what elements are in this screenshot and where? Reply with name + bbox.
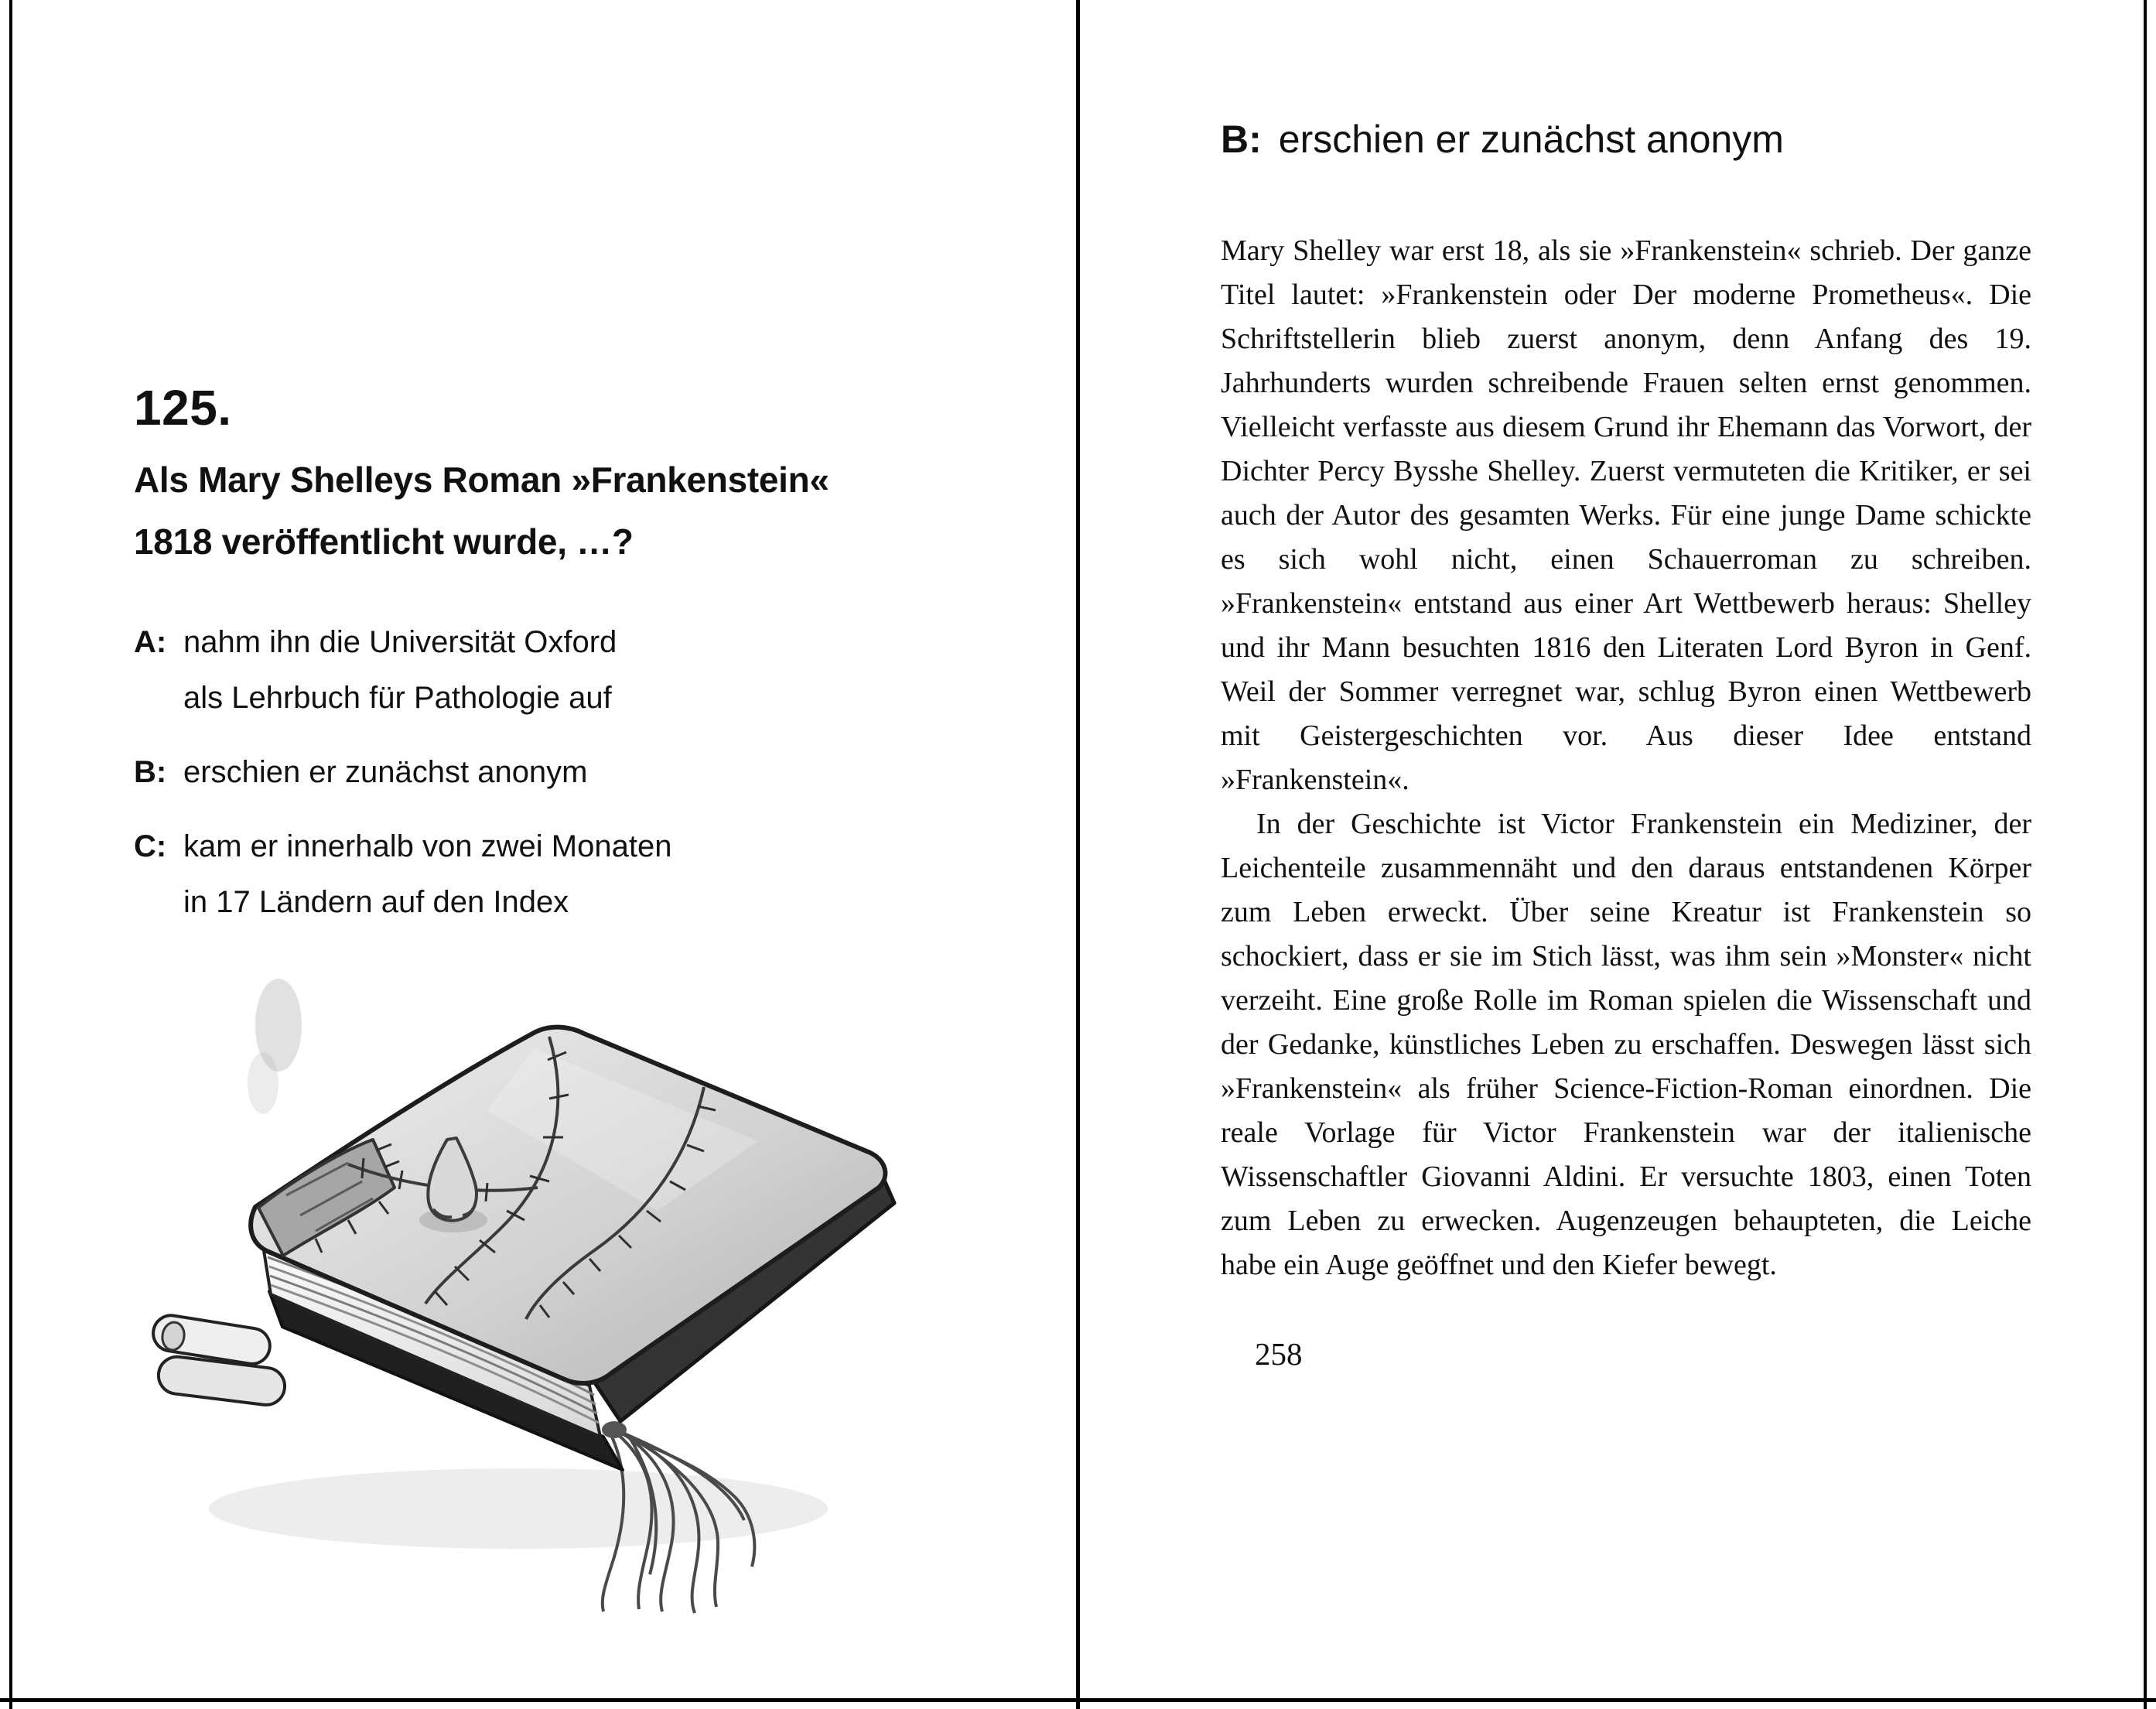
option-c-text bbox=[183, 819, 915, 930]
option-c-line-1: kam er innerhalb von zwei Monaten bbox=[183, 829, 672, 864]
option-a-line-2: als Lehrbuch für Pathologie auf bbox=[183, 681, 612, 716]
question-title-line-1: Als Mary Shelleys Roman »Frankenstein« bbox=[134, 460, 829, 501]
left-page-edge-line bbox=[9, 0, 12, 1709]
question-title-line-2: 1818 veröffentlicht wurde, …? bbox=[134, 521, 634, 562]
option-b bbox=[134, 744, 915, 800]
pencil-smudge-2 bbox=[248, 1052, 278, 1114]
option-a-label: A: bbox=[134, 625, 167, 660]
option-a-text bbox=[183, 614, 915, 726]
option-c-label: C: bbox=[134, 829, 167, 864]
answer-block bbox=[1221, 116, 2031, 1372]
answer-paragraph-2: In der Geschichte ist Victor Frankenstein ein Mediziner, der Leichenteile zusammennäht und den daraus entstandenen Körper zum Leben erweckt. Über seine Kreatur ist Frankenstein so schockiert, dass er sie im Stich lässt, was ihm sein »Monster« nicht verzeiht. Eine große Rolle im Roman spielen die Wissenschaft und der Gedanke, künstliches Leben zu erschaffen. Deswegen lässt sich »Frankenstein« als früher Science-Fiction-Roman einordnen. Die reale Vorlage für Victor Frankenstein war der italienische Wissenschaftler Giovanni Aldini. Er versuchte 1803, einen Toten zum Leben zu erwecken. Augenzeugen behaupteten, die Leiche habe ein Auge geöffnet und den Kiefer bewegt. bbox=[1221, 808, 2031, 1281]
answer-paragraph-1: Mary Shelley war erst 18, als sie »Frankenstein« schrieb. Der ganze Titel lautet: »Frankenstein oder Der moderne Prometheus«. Die Schriftstellerin blieb zuerst anonym, denn Anfang des 19. Jahrhunderts wurden schreibende Frauen selten ernst genommen. Vielleicht verfasste aus diesem Grund ihr Ehemann das Vorwort, der Dichter Percy Bysshe Shelley. Zuerst vermuteten die Kritiker, er sei auch der Autor des gesamten Werks. Für eine junge Dame schickte es sich wohl nicht, einen Schauerroman zu schreiben. »Frankenstein« entstand aus einer Art Wettbewerb heraus: Shelley und ihr Mann besuchten 1816 den Literaten Lord Byron in Genf. Weil der Sommer verregnet war, schlug Byron einen Wettbewerb mit Geistergeschichten vor. Aus dieser Idee entstand »Frankenstein«. bbox=[1221, 234, 2031, 796]
question-number: 125. bbox=[134, 380, 232, 436]
option-a-line-1: nahm ihn die Universität Oxford bbox=[183, 625, 617, 660]
answer-letter: B: bbox=[1221, 118, 1262, 161]
answer-heading bbox=[1221, 116, 2031, 162]
option-c bbox=[134, 819, 915, 930]
option-b-label: B: bbox=[134, 755, 167, 790]
question-title bbox=[134, 449, 915, 573]
option-a bbox=[134, 614, 915, 726]
question-block bbox=[134, 381, 915, 948]
fingers bbox=[151, 1313, 287, 1407]
page-number: 258 bbox=[1255, 1336, 1303, 1372]
right-page-edge-line bbox=[2144, 0, 2147, 1709]
option-b-line-1: erschien er zunächst anonym bbox=[183, 755, 588, 790]
answer-body bbox=[1221, 229, 2031, 1287]
option-b-text bbox=[183, 744, 915, 800]
answer-options bbox=[134, 614, 915, 930]
center-page-divider bbox=[1076, 0, 1080, 1709]
option-c-line-2: in 17 Ländern auf den Index bbox=[183, 885, 569, 920]
frankenstein-book-illustration bbox=[116, 955, 982, 1621]
book-shadow bbox=[209, 1468, 828, 1549]
answer-heading-text: erschien er zunächst anonym bbox=[1278, 118, 1784, 161]
